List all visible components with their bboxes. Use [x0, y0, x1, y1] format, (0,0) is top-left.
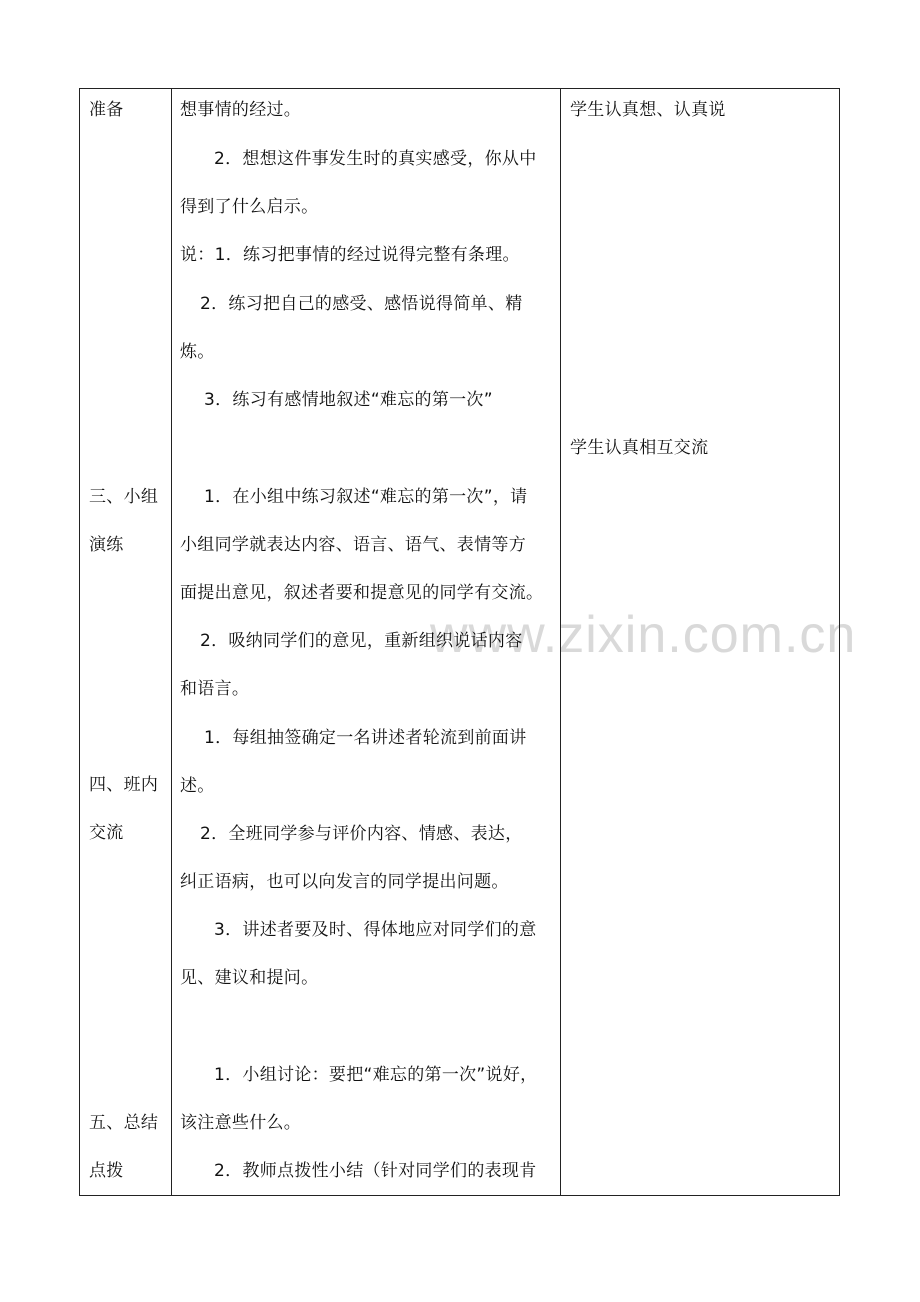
section-4-title: 四、班内 — [89, 775, 159, 795]
section-prep-label: 准备 — [89, 100, 124, 120]
content-line: 说：1．练习把事情的经过说得完整有条理。 — [180, 245, 520, 265]
content-line: 2．教师点拨性小结（针对同学们的表现肯 — [214, 1161, 537, 1181]
content-line: 2．想想这件事发生时的真实感受，你从中 — [214, 149, 537, 169]
content-line: 3．讲述者要及时、得体地应对同学们的意 — [214, 920, 537, 940]
section-4-title-cont: 交流 — [89, 823, 124, 843]
content-line: 想事情的经过。 — [180, 100, 302, 120]
content-line: 3．练习有感情地叙述“难忘的第一次” — [204, 390, 493, 410]
section-3-title: 三、小组 — [89, 487, 159, 507]
content-line: 和语言。 — [180, 679, 250, 699]
section-5-title-cont: 点拨 — [89, 1161, 124, 1181]
content-line: 得到了什么启示。 — [180, 197, 319, 217]
content-line: 2．全班同学参与评价内容、情感、表达， — [200, 824, 523, 844]
section-5-title: 五、总结 — [89, 1113, 159, 1133]
content-line: 2．吸纳同学们的意见，重新组织说话内容 — [200, 631, 523, 651]
content-line: 2．练习把自己的感受、感悟说得简单、精 — [200, 294, 523, 314]
student-activity: 学生认真想、认真说 — [570, 100, 726, 120]
content-line: 1．在小组中练习叙述“难忘的第一次”，请 — [204, 487, 528, 507]
content-line: 纠正语病，也可以向发言的同学提出问题。 — [180, 872, 509, 892]
section-3-title-cont: 演练 — [89, 535, 124, 555]
content-line: 见、建议和提问。 — [180, 968, 319, 988]
content-line: 小组同学就表达内容、语言、语气、表情等方 — [180, 535, 526, 555]
content-line: 面提出意见，叙述者要和提意见的同学有交流。 — [180, 583, 544, 603]
content-line: 该注意些什么。 — [180, 1113, 302, 1133]
content-line: 1．每组抽签确定一名讲述者轮流到前面讲 — [204, 728, 527, 748]
content-line: 述。 — [180, 776, 215, 796]
content-line: 炼。 — [180, 342, 215, 362]
watermark: www.zixin.com.cn — [430, 606, 857, 664]
content-line: 1．小组讨论：要把“难忘的第一次”说好， — [214, 1065, 538, 1085]
student-activity: 学生认真相互交流 — [570, 438, 709, 458]
